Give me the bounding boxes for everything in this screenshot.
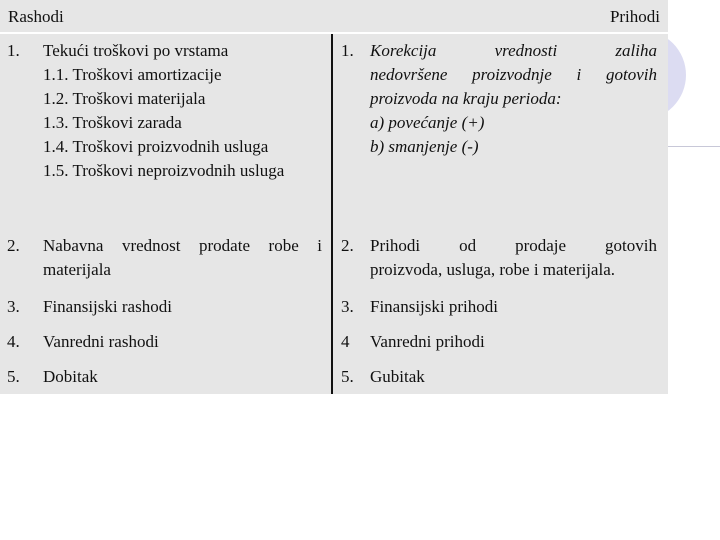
header-divider	[0, 32, 668, 34]
decorative-line	[668, 146, 720, 147]
row3-right-text: Finansijski prihodi	[370, 297, 498, 316]
row4-right-text: Vanredni prihodi	[370, 332, 485, 351]
row1-left-number: 1.	[7, 41, 20, 60]
row2-right-cell	[370, 234, 657, 282]
row1-right-line: a) povećanje (+)	[370, 113, 485, 132]
row5-left-number: 5.	[7, 367, 20, 386]
row1-left-item: 1.3. Troškovi zarada	[43, 113, 182, 132]
row2-left-line: materijala	[43, 260, 111, 279]
row4-left-number: 4.	[7, 332, 20, 351]
row1-left-item: 1.4. Troškovi proizvodnih usluga	[43, 137, 269, 156]
row4-left-text: Vanredni rashodi	[43, 332, 159, 351]
row2-right-line: proizvoda, usluga, robe i materijala.	[370, 260, 615, 279]
row1-right-line: nedovršene proizvodnje i gotovih	[370, 65, 657, 84]
row1-right-line: proizvoda na kraju perioda:	[370, 89, 562, 108]
row5-right-number: 5.	[341, 367, 354, 386]
row2-left-cell	[43, 234, 322, 282]
row4-right-number: 4	[341, 332, 350, 351]
column-divider	[331, 34, 333, 394]
row1-left-item: 1.2. Troškovi materijala	[43, 89, 206, 108]
row1-right-line: b) smanjenje (-)	[370, 137, 479, 156]
header-expenses: Rashodi	[8, 7, 64, 26]
row2-right-line: Prihodi od prodaje gotovih	[370, 236, 657, 255]
row1-left-item: 1.1. Troškovi amortizacije	[43, 65, 222, 84]
header-revenues: Prihodi	[609, 7, 660, 26]
row5-right-text: Gubitak	[370, 367, 425, 386]
row1-right-cell	[370, 39, 657, 159]
row2-left-number: 2.	[7, 236, 20, 255]
row2-right-number: 2.	[341, 236, 354, 255]
row1-left-title: Tekući troškovi po vrstama	[43, 41, 229, 60]
row1-left-cell	[43, 39, 328, 183]
row1-right-number: 1.	[341, 41, 354, 60]
row1-left-item: 1.5. Troškovi neproizvodnih usluga	[43, 161, 285, 180]
row3-left-number: 3.	[7, 297, 20, 316]
row3-right-number: 3.	[341, 297, 354, 316]
row3-left-text: Finansijski rashodi	[43, 297, 172, 316]
row1-right-line: Korekcija vrednosti zaliha	[370, 41, 657, 60]
row5-left-text: Dobitak	[43, 367, 98, 386]
row2-left-line: Nabavna vrednost prodate robe i	[43, 236, 322, 255]
